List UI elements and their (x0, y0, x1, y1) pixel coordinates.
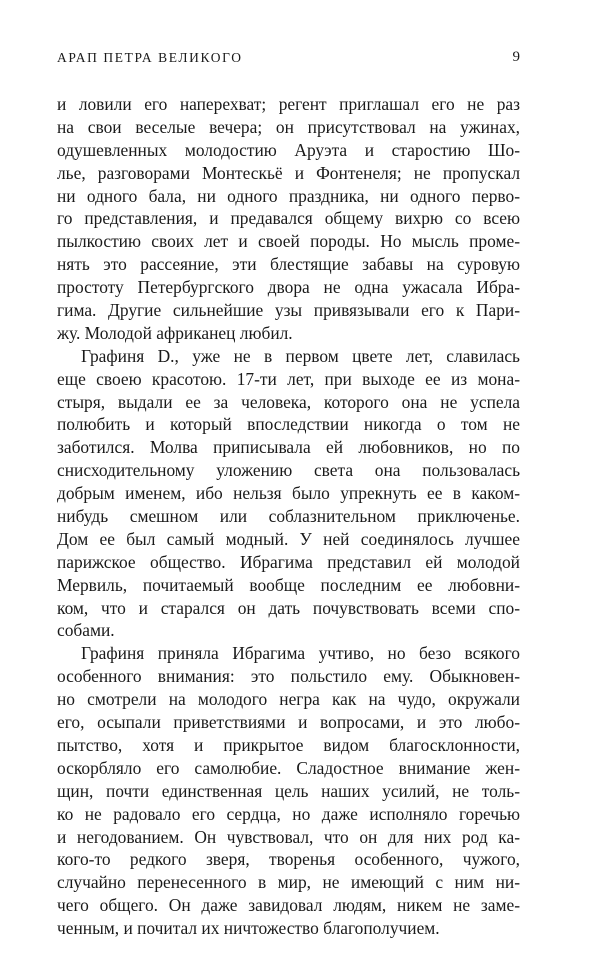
text-line: заботился. Молва приписывала ей любовников, но по (57, 437, 520, 458)
text-line: лье, разговорами Монтескьё и Фонтенеля; не пропускал (57, 162, 520, 183)
text-line: ни одного бала, ни одного праздника, ни одного перво- (57, 185, 520, 206)
text-line: Дом ее был самый модный. У ней соединялось лучшее (57, 528, 520, 549)
text-line: Графиня D., уже не в первом цвете лет, славилась (81, 345, 520, 366)
text-line: его, осыпали приветствиями и вопросами, и это любо- (57, 712, 520, 733)
text-line: пытство, хотя и прикрытое видом благосклонности, (57, 734, 520, 755)
text-line: снисходительному уложению света она пользовалась (57, 460, 520, 481)
text-line: одушевленных молодостию Аруэта и старостию Шо- (57, 139, 520, 160)
text-line: и негодованием. Он чувствовал, что он для них род ка- (57, 826, 520, 847)
text-line: ком, что и старался он дать почувствовать всеми спо- (57, 597, 520, 618)
text-line: и ловили его наперехват; регент приглашал его не раз (57, 94, 520, 114)
text-line: нибудь смешном или соблазнительном приключенье. (57, 506, 520, 527)
text-line: парижское общество. Ибрагима представил ей молодой (57, 551, 520, 572)
text-line: чего общего. Он даже завидовал людям, никем не заме- (57, 895, 520, 916)
text-line: ко не радовало его сердца, но даже исполняло горечью (57, 803, 520, 824)
text-line: кого-то редкого зверя, творенья особенного, чужого, (57, 849, 520, 870)
text-line: но смотрели на молодого негра как на чудо, окружали (57, 689, 520, 710)
text-line: еще своею красотою. 17-ти лет, при выходе ее из мона- (57, 368, 520, 389)
text-line: особенного внимания: это польстило ему. Обыкновен- (57, 666, 520, 687)
text-line: простоту Петербургского двора не одна ужасала Ибра- (57, 277, 520, 298)
text-line: ченным, и почитал их ничтожество благополучием. (57, 918, 440, 939)
text-line: жу. Молодой африканец любил. (57, 322, 293, 343)
text-line: стыря, выдали ее за человека, которого она не успела (57, 391, 520, 412)
text-line: на свои веселые вечера; он присутствовал на ужинах, (57, 116, 520, 137)
text-line: добрым именем, ибо нельзя было упрекнуть ее в каком- (57, 483, 520, 504)
text-line: собами. (57, 620, 115, 641)
page-number: 9 (512, 49, 520, 65)
text-line: Мервиль, почитаемый вообще последним ее любовни- (57, 574, 520, 595)
text-line: пылкостию своих лет и своей породы. Но мысль проме- (57, 231, 520, 252)
text-line: полюбить и который впоследствии никогда о том не (57, 414, 520, 435)
text-body (57, 93, 520, 940)
text-line: го представления, и предавался общему вихрю со всею (57, 208, 520, 229)
text-line: оскорбляло его самолюбие. Сладостное внимание жен- (57, 757, 520, 778)
text-line: случайно перенесенного в мир, не имеющий с ним ни- (57, 872, 520, 893)
text-line: Графиня приняла Ибрагима учтиво, но безо всякого (81, 643, 520, 664)
text-line: гима. Другие сильнейшие узы привязывали его к Пари- (57, 300, 520, 321)
running-head (57, 49, 520, 73)
text-line: нять это рассеяние, эти блестящие забавы на суровую (57, 254, 520, 275)
text-line: щин, почти единственная цель наших усилий, не толь- (57, 780, 520, 801)
book-title: АРАП ПЕТРА ВЕЛИКОГО (57, 50, 243, 65)
